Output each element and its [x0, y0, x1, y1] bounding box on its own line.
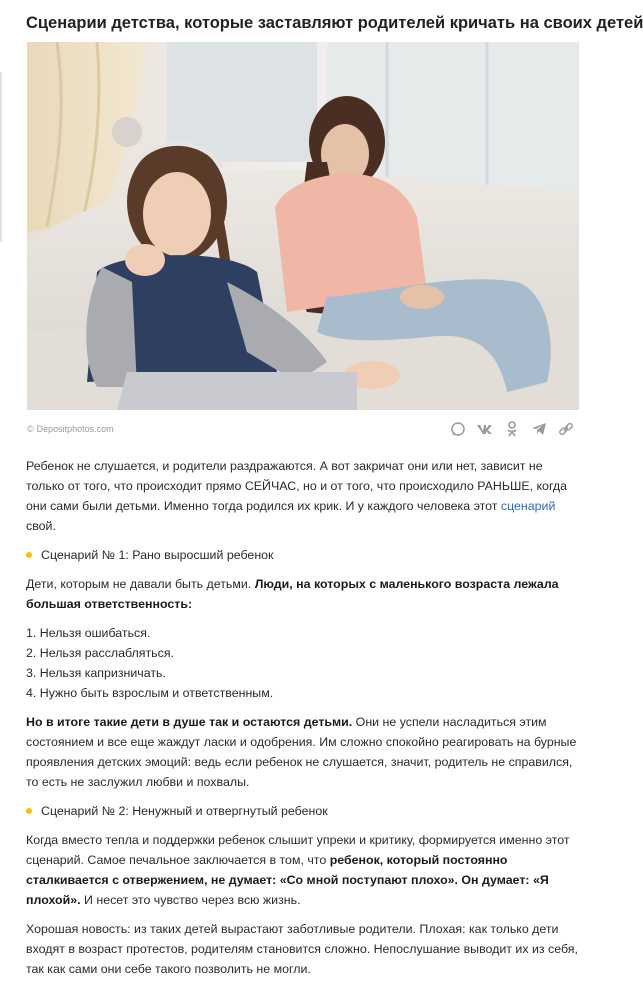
- text: Ребенок не слушается, и родители раздражаются. А вот закричат они или нет, зависит не только от того, что происходит прямо СЕЙЧАС, но и от того, что происходило РАНЬШЕ, когда они сами были детьми. Именно тогда родился их крик. И у каждого человека этот: [26, 459, 568, 513]
- copyright-icon: ©: [27, 424, 34, 434]
- paragraph-intro: [26, 456, 578, 536]
- list-item: 3. Нельзя капризничать.: [26, 666, 166, 680]
- whatsapp-icon[interactable]: [449, 420, 467, 438]
- odnoklassniki-icon[interactable]: [503, 420, 521, 438]
- article-title: Сценарии детства, которые заставляют родителей кричать на своих детей: [26, 14, 643, 32]
- telegram-icon[interactable]: [530, 420, 548, 438]
- list-item: 2. Нельзя расслабляться.: [26, 646, 174, 660]
- bullet-icon: [26, 552, 32, 558]
- bold-text: Люди, на которых с маленького возраста лежала большая ответственность:: [26, 577, 559, 611]
- vk-icon[interactable]: [476, 420, 494, 438]
- share-bar: [449, 420, 575, 438]
- photo-illustration: [27, 42, 579, 410]
- bold-text: Но в итоге такие дети в душе так и остаются детьми.: [26, 715, 353, 729]
- bold-text: ребенок, который постоянно сталкивается с отвержением, не думает: «Со мной поступают плохо». Он думает: «Я плохой».: [26, 853, 549, 907]
- paragraph-3: [26, 712, 578, 792]
- bullet-icon: [26, 808, 32, 814]
- text: И несет это чувство через всю жизнь.: [80, 893, 301, 907]
- text: Они не успели насладиться этим состоянием и все еще жаждут ласки и одобрения. Им сложно спокойно реагировать на бурные проявления детских эмоций: ведь если ребенок не слушается, значит, родитель не справился, то есть не заслужил любви и похвалы.: [26, 715, 577, 789]
- scenario-link[interactable]: сценарий: [500, 499, 556, 513]
- text: Когда вместо тепла и поддержки ребенок слышит упреки и критику, формируется именно этот сценарий. Самое печальное заключается в том, что: [26, 833, 570, 867]
- text: Дети, которым не давали быть детьми.: [26, 577, 255, 591]
- scenario-heading-1: [26, 545, 578, 565]
- paragraph-4: [26, 830, 578, 910]
- article-photo: [27, 42, 579, 410]
- photo-source: Depositphotos.com: [36, 424, 114, 434]
- paragraph-2: [26, 574, 578, 614]
- article-body: [26, 456, 578, 988]
- scenario-heading-2: [26, 801, 578, 821]
- link-icon[interactable]: [557, 420, 575, 438]
- photo-credit: [27, 424, 114, 434]
- left-divider: [0, 72, 2, 242]
- list-item: 4. Нужно быть взрослым и ответственным.: [26, 686, 274, 700]
- text: свой.: [26, 519, 56, 533]
- list-item: 1. Нельзя ошибаться.: [26, 626, 151, 640]
- scenario-label: Сценарий № 1: Рано выросший ребенок: [41, 548, 274, 562]
- paragraph-5: Хорошая новость: из таких детей вырастают заботливые родители. Плохая: как только дети входят в возраст протестов, родителям становится сложно. Непослушание выводит их из себя, так как сами они себе такого позволить не могли.: [26, 922, 578, 976]
- scenario-label: Сценарий № 2: Ненужный и отвергнутый ребенок: [41, 804, 328, 818]
- rules-list: [26, 623, 578, 703]
